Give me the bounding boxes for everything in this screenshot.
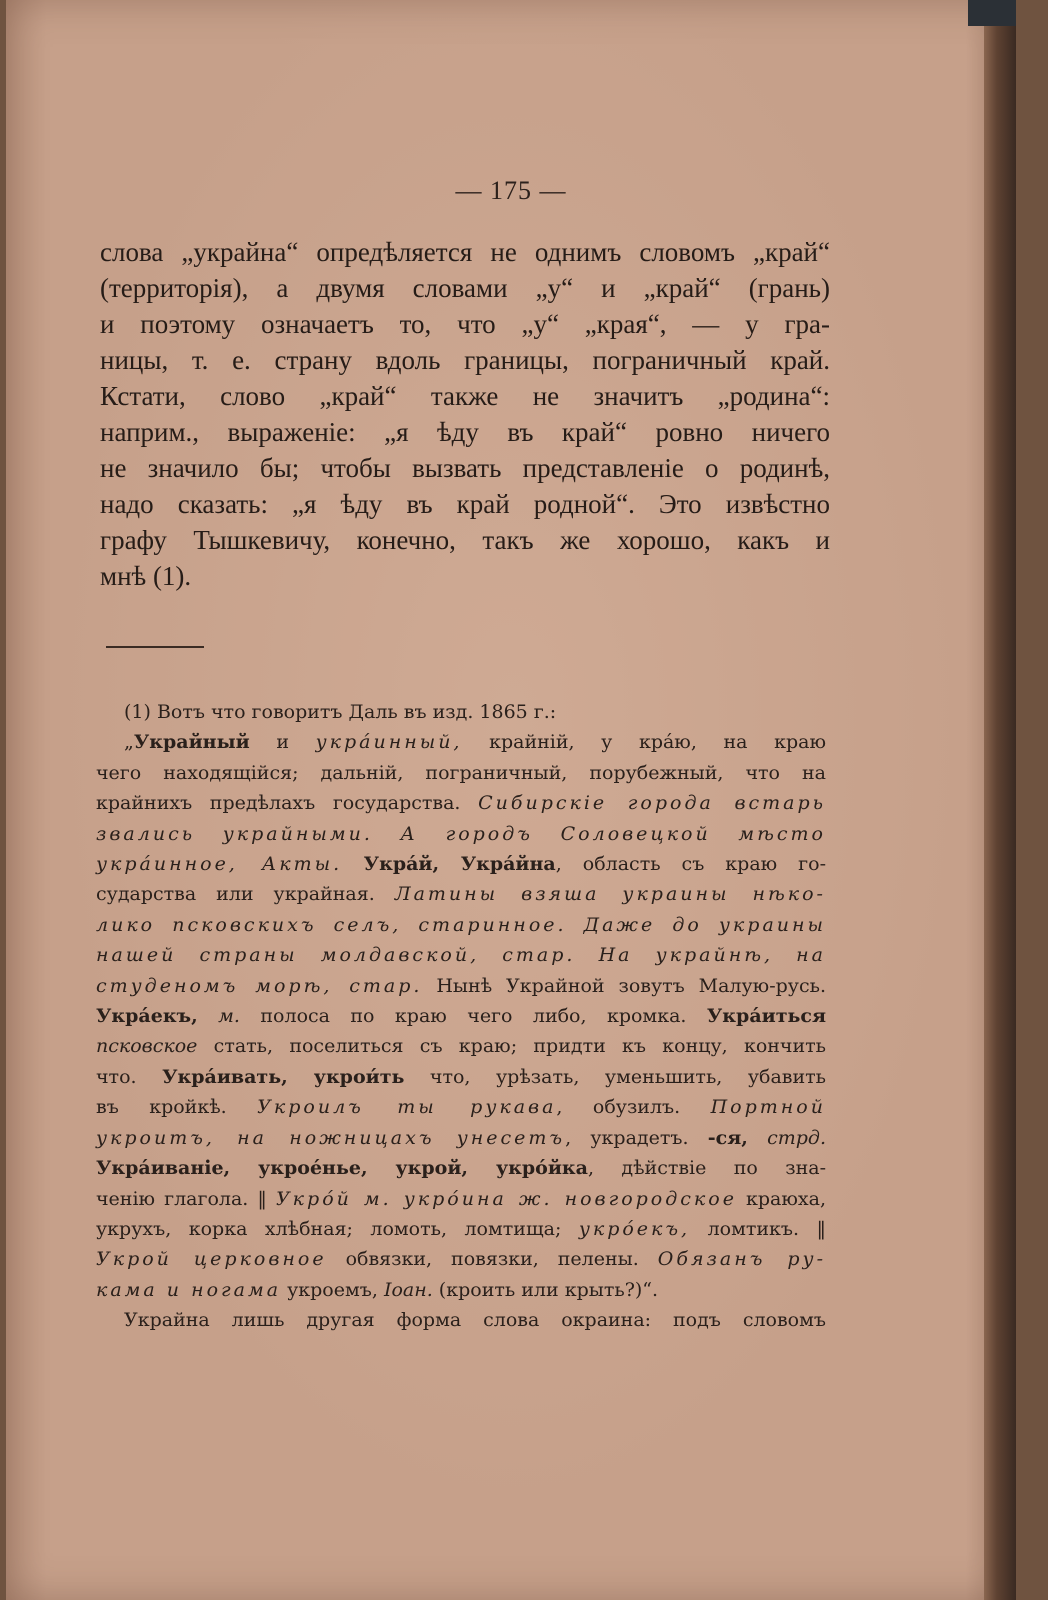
main-text-line: мнѣ (1). <box>100 561 192 591</box>
footnote-italic: Сибирскіе города встарь <box>478 792 826 815</box>
main-text-line: не значило бы; чтобы вызвать представленіе о родинѣ, <box>100 453 830 483</box>
footnote-line <box>96 1184 826 1214</box>
main-text-line: (территорія), а двумя словами „у“ и „край“ (грань) <box>100 273 830 303</box>
footnote-italic: укро́екъ, <box>578 1217 691 1240</box>
footnote-headword: Укра́иваніе, укрое́нье, укрой, укро́йка <box>96 1157 588 1180</box>
footnote-headword: Укра́ивать, укрои́ть <box>162 1065 405 1088</box>
main-text-line: Кстати, слово „край“ также не значитъ „родина“: <box>100 381 830 411</box>
footnote-line <box>96 1092 826 1122</box>
footnote-headword: Укра́иться <box>706 1005 826 1028</box>
footnote-italic: укра́инный, <box>315 731 463 754</box>
main-text-line: графу Тышкевичу, конечно, такъ же хорошо, какъ и <box>100 525 830 555</box>
footnote-line: Украйна лишь другая форма слова окраина: подъ словомъ <box>124 1309 826 1332</box>
footnote-text: обвязки, повязки, пелены. <box>326 1248 658 1271</box>
footnote-line <box>96 1153 826 1183</box>
footnote-line <box>96 727 826 757</box>
footnote-italic: Укроилъ ты рукава <box>257 1096 557 1119</box>
footnote-italic: м. <box>197 1005 240 1028</box>
footnote-line <box>96 1001 826 1031</box>
footnote-text: краюха, <box>736 1187 827 1210</box>
footnote-text: , область съ краю го- <box>555 853 826 876</box>
footnote-text: укроемъ, <box>281 1278 384 1301</box>
footnote-text: крайній, у кра́ю, на краю <box>462 731 826 754</box>
footnote-line <box>96 1062 826 1092</box>
footnote-line: звались украйными. А городъ Соловецкой мѣсто <box>96 822 826 845</box>
footnote-text: сударства или украйная. <box>96 883 395 906</box>
footnote-text: ломтикъ. ‖ <box>690 1217 827 1240</box>
footnote-text: стать, поселиться съ краю; придти къ концу, кончить <box>197 1035 826 1058</box>
footnote-headword: -ся, <box>707 1126 748 1149</box>
footnote-line <box>96 1244 826 1274</box>
footnote-headword: Укра́екъ, <box>96 1005 198 1028</box>
footnote-text: укрухъ, корка хлѣбная; ломоть, ломтища; <box>96 1217 579 1240</box>
footnote-line <box>96 849 826 879</box>
footnote-italic: укроитъ, на ножницахъ унесетъ <box>96 1126 566 1149</box>
page-corner-background <box>968 0 1016 26</box>
main-text-line: ницы, т. е. страну вдоль границы, пограничный край. <box>100 345 830 375</box>
main-text-line: надо сказать: „я ѣду въ край родной“. Это извѣстно <box>100 489 830 519</box>
footnote-line <box>96 788 826 818</box>
footnote-text: что, урѣзать, уменьшить, убавить <box>404 1065 827 1088</box>
footnote-text: Нынѣ Украйной зовутъ Малую-русь. <box>422 974 826 997</box>
footnote-italic: Обязанъ ру- <box>657 1248 826 1271</box>
footnote-italic: Укрой церковное <box>96 1248 327 1271</box>
footnote-text: полоса по краю чего либо, кромка. <box>239 1005 707 1028</box>
footnote-italic: Укро́й м. укро́ина ж. новгородское <box>275 1187 737 1210</box>
footnote-text: и <box>249 731 316 754</box>
footnote-line <box>96 879 826 909</box>
footnote-text: (кроить или крыть?)“. <box>432 1278 659 1301</box>
footnote-line <box>96 1214 826 1244</box>
footnote-line: лико псковскихъ селъ, старинное. Даже до украины <box>96 913 826 936</box>
page-edge-shadow <box>984 0 1016 1600</box>
footnote-headword: Украйный <box>133 731 250 754</box>
footnote-line <box>96 1123 826 1153</box>
main-text-line: слова „украйна“ опредѣляется не однимъ словомъ „край“ <box>100 237 830 267</box>
footnote-block <box>96 697 826 1336</box>
footnote-separator <box>106 646 204 648</box>
main-text-block <box>100 234 830 594</box>
footnote-line: нашей страны молдавской, стар. На украйнѣ, на <box>96 944 826 967</box>
book-page <box>6 0 1016 1600</box>
footnote-italic: Латины взяша украины нѣко- <box>394 883 826 906</box>
footnote-italic: стрд. <box>747 1126 826 1149</box>
footnote-line <box>96 1031 826 1061</box>
footnote-line: чего находящійся; дальній, пограничный, порубежный, что на <box>96 761 826 784</box>
footnote-line <box>96 971 826 1001</box>
footnote-line <box>96 1275 826 1305</box>
footnote-line: (1) Вотъ что говоритъ Даль въ изд. 1865 г.: <box>124 701 557 723</box>
main-text-line: и поэтому означаетъ то, что „у“ „края“, — у гра- <box>100 309 830 339</box>
footnote-text: что. <box>96 1065 163 1088</box>
footnote-text: „ <box>124 731 134 754</box>
footnote-italic: Іоан. <box>383 1278 433 1301</box>
footnote-italic: псковское <box>96 1035 198 1058</box>
footnote-headword: Укра́й, Укра́йна <box>342 853 556 876</box>
footnote-italic: укра́инное, Акты. <box>96 853 343 876</box>
footnote-italic: студеномъ морѣ, стар. <box>96 974 423 997</box>
footnote-text: ченію глагола. ‖ <box>96 1187 276 1210</box>
footnote-italic: кама и ногама <box>96 1278 282 1301</box>
footnote-text: въ кройкѣ. <box>96 1096 258 1119</box>
footnote-text: , дѣйствіе по зна- <box>587 1157 826 1180</box>
main-text-line: наприм., выраженіе: „я ѣду въ край“ ровно ничего <box>100 417 830 447</box>
page-number: — 175 — <box>455 176 567 205</box>
footnote-text: , украдетъ. <box>565 1126 708 1149</box>
footnote-italic: Портной <box>710 1096 826 1119</box>
footnote-text: , обузилъ. <box>556 1096 711 1119</box>
footnote-text: крайнихъ предѣлахъ государства. <box>96 792 479 815</box>
